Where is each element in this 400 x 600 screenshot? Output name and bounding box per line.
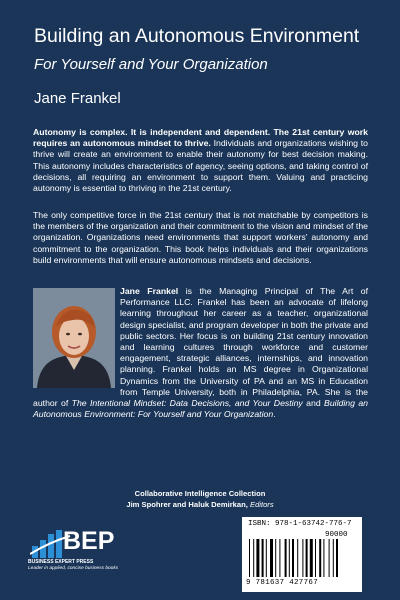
series-editors bbox=[0, 500, 400, 510]
publisher-tagline: Leader in applied, concise business books bbox=[28, 566, 119, 571]
bio-book-2: Building an Autonomous Environment: For Yourself and Your Organization bbox=[33, 398, 368, 420]
bio-text: is the Managing Principal of The Art of Performance LLC. Frankel has been an advocate of lifelong learning throughout her career as a teacher, organizational design specialist, and program developer in both the private and public sectors. Her focus is on building 21st century innovation and learning cultures through workforce and customer engagement, strategic alliances, internships, and innovation planning. Frankel holds an MS degree in Organizational Dynamics from the University of PA and an MS in Education from Temple University, both in Philadelphia, PA. She is the author of bbox=[33, 286, 368, 409]
editor-names: Jim Spohrer and Haluk Demirkan, bbox=[126, 500, 248, 509]
bio-conjunction: and bbox=[302, 398, 325, 409]
editor-role: Editors bbox=[247, 500, 274, 509]
blurb-paragraph-2: The only competitive force in the 21st century that is not matchable by competitors is the members of the organization and their commitment to the vision and mindset of the organization. Organizations need environments that support workers' autonomy and commitment to the organization. This book helps individuals and their organizations build environments that will ensure autonomous mindsets and decisions. bbox=[33, 210, 368, 265]
price-code: 90000 bbox=[325, 531, 348, 539]
bio-author-name: Jane Frankel bbox=[120, 286, 179, 296]
series-name: Collaborative Intelligence Collection bbox=[134, 489, 266, 498]
barcode-bars-icon bbox=[247, 539, 357, 579]
book-subtitle: For Yourself and Your Organization bbox=[34, 56, 268, 73]
author-bio bbox=[33, 286, 368, 420]
blurb-lead: Autonomy is complex. It is independent and dependent. The 21st century work requires an autonomous mindset to thrive. bbox=[33, 127, 368, 149]
blurb-body: Individuals and organizations wishing to thrive will create an environment to enable their autonomy for best decision making. This autonomy includes characteristics of agency, seeing options, and taking control of decisions, all requiring an environment to support them. Valuing and practicing autonomy is essential to thriving in the 21st century. bbox=[33, 138, 368, 194]
barcode bbox=[242, 517, 362, 592]
bio-end: . bbox=[273, 409, 276, 420]
author-name: Jane Frankel bbox=[34, 90, 121, 107]
publisher-name: BUSINESS EXPERT PRESS bbox=[28, 559, 94, 565]
blurb-paragraph-1 bbox=[33, 127, 368, 194]
publisher-logo-text: BEP bbox=[63, 527, 115, 555]
isbn-label: ISBN: 978-1-63742-776-7 bbox=[248, 520, 352, 528]
book-title: Building an Autonomous Environment bbox=[34, 25, 360, 47]
bio-book-1: The Intentional Mindset: Data Decisions, and Your Destiny bbox=[71, 398, 303, 409]
ean-number: 9 781637 427767 bbox=[246, 579, 319, 587]
